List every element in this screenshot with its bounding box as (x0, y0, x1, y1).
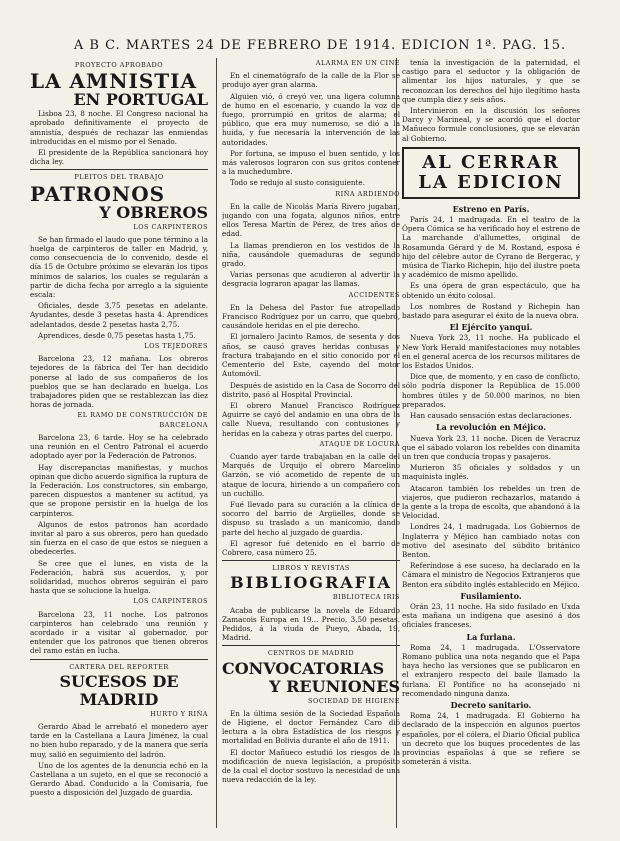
paragraph: El jornalero Jacinto Ramos, de sesenta y dos años, se causó graves heridas contusas y fractura trabajando en el sitio conocido por el Cementerio del Este, cayendo del motor Automóvil. (222, 332, 400, 379)
paragraph: Roma 24, 1 madrugada. El Gobierno ha declarado de la inspección en algunos puertos españoles, por el cólera, el Diario Oficial publica un decreto que los buques procedentes de las provincias españolas á que se refiere se someterán á visita. (402, 711, 580, 767)
kicker: LIBROS Y REVISTAS (272, 564, 350, 573)
paragraph: El agresor fué detenido en el barrio de Cobrero, casa número 25. (222, 538, 400, 557)
paragraph: Hay discrepancias manifiestas, y muchos opinan que dicho acuerdo significa la ruptura de la Federación. Los constructores, sin embargo, parecen dispuestos a mantener su actitud, ya que se propone persistir en la huelga de los carpinteros. (30, 462, 208, 518)
headline: SUCESOS DE MADRID (59, 671, 179, 709)
paragraph: Lisboa 23, 8 noche. El Congreso nacional ha aprobado definitivamente el proyecto de amnistía, después de rechazar las enmiendas introducidas en el mismo por el Senado. (30, 109, 208, 146)
paragraph: tenía la investigación de la paternidad, el castigo para el seductor y la obligación de alimentar los hijos naturales, y que se reconozcan los derechos del hijo ilegítimo hasta que cumpla diez y seis años. (402, 58, 580, 104)
headline: Y REUNIONES (269, 676, 400, 696)
paragraph: Atacaron también los rebeldes un tren de viajeros, que pudieron rechazarlos, matando á la gente a la tropa de escolta, que abandonó á la Velocidad. (402, 483, 580, 521)
kicker: CARTERA DEL REPORTER (69, 662, 169, 671)
paragraph: Todo se redujo al susto consiguiente. (230, 178, 365, 188)
paragraph: Se han firmado el laudo que pone término a la huelga de carpinteros de taller en Madrid, y, como consecuencia de lo convenido, desde el día 15 de Octubre próximo se elevarán los tipos mínimos de salarios, los cuales se regularán a partir de dicha fecha por arreglo a la siguiente escala: (30, 234, 208, 300)
headline: LA EDICION (418, 171, 564, 193)
divider (30, 659, 208, 660)
paragraph: Los nombres de Rostand y Richepin han bastado para asegurar el éxito de la nueva obra. (402, 301, 580, 321)
subhead: LOS CARPINTEROS (133, 222, 208, 231)
column-1 (30, 58, 208, 828)
paragraph: Aprendices, desde 0,75 pesetas hasta 1,75. (38, 330, 196, 340)
paragraph: Han causado sensación estas declaraciones. (410, 411, 572, 421)
subhead: ACCIDENTES (348, 290, 400, 299)
subhead: Estreno en París. (452, 203, 530, 214)
paragraph: Varias personas que acudieron al advertir la desgracia lograron apagar las llamas. (222, 270, 400, 289)
paragraph: Intervinieron en la discusión los señores Darcy y Marineal, y se acordó que el doctor Mañueco formule conclusiones, que se elevarán al Gobierno. (402, 106, 580, 143)
subhead: BIBLIOTECA IRIS (332, 593, 400, 602)
paragraph: En la última sesión de la Sociedad Española de Higiene, el doctor Fernández Caro dió lectura a la obra Estadística de los riesgos y mortalidad en Bolivia durante el año de 1911. (222, 708, 400, 746)
paragraph: Algunos de estos patronos han acordado invitar al paro a sus obreros, pero han quedado sin fuerza en el caso de que estos se nieguen a obedecerles. (30, 519, 208, 557)
paragraph: Es una ópera de gran espectáculo, que ha obtenido un éxito colosal. (402, 281, 580, 300)
paragraph: En la Dehesa del Pastor fue atropellado Francisco Rodríguez por un carro, que quebró, causándole heridas en el pie derecho. (222, 302, 400, 331)
paragraph: En la calle de Nicolás María Rivero jugaban, jugando con una fogata, algunos niños, entre ellos Teresa Martín de Pérez, de tres años de edad. (222, 201, 400, 239)
paragraph: Cuando ayer tarde trabajaban en la calle del Marqués de Urquijo el obrero Marcelino Garzón, se vió acometido de repente de un ataque de locura, hiriendo a un compañero con un cuchillo. (222, 451, 400, 498)
paragraph: Acaba de publicarse la novela de Eduardo Zamacois Europa en 19... Precio, 3,50 pesetas. Pedidos, á la viuda de Pueyo, Abada, 19, Madrid. (222, 605, 400, 643)
column-3 (402, 58, 580, 828)
headline: BIBLIOGRAFIA (230, 573, 392, 593)
subhead: La furlana. (466, 631, 516, 642)
kicker: PROYECTO APROBADO (74, 61, 164, 69)
paragraph: Gerardo Abad le arrebató el monedero ayer tarde en la Castellana a Laura Jiménez, la cual no bien hubo reparado, y de la manera que sería muy, salió en seguimiento del ladrón. (30, 721, 208, 759)
divider (30, 169, 208, 170)
paragraph: Barcelona 23, 6 tarde. Hoy se ha celebrado una reunión en el Centro Patronal el acuerdo adoptado ayer por la Federación de Patronos. (30, 432, 208, 461)
paragraph: Murieron 35 oficiales y soldados y un maquinista inglés. (402, 463, 580, 482)
paragraph: Dice que, de momento, y en caso de conflicto, sólo podría disponer la República de 15.000 hombres útiles y de 50.000 marinos, no bien preparados. (402, 372, 580, 409)
paragraph: Roma 24, 1 madrugada. L'Osservatore Romano publica una nota negando que el Papa haya hecho las versiones que se publicaron en el extranjero respecto del baile llamado la furlana. El Pontífice no ha aconsejado ni recomendado ninguna danza. (402, 642, 580, 698)
paragraph: Fué llevado para su curación a la clínica de socorro del barrio de Argüelles, donde se dispuso su traslado a un manicomio, dando parte del hecho al juzgado de guardia. (222, 499, 400, 537)
paragraph: Después de asistido en la Casa de Socorro del distrito, pasó al Hospital Provincial. (222, 380, 400, 399)
headline: Y OBREROS (99, 202, 208, 222)
subhead: Fusilamiento. (460, 590, 522, 601)
subhead: LOS TEJEDORES (144, 342, 208, 351)
paragraph: Referíndose á ese suceso, ha declarado en la Cámara el ministro de Negocios Extranjeros que Benton era súbdito inglés establecido en Méjico. (402, 561, 580, 589)
kicker: CENTROS DE MADRID (267, 649, 355, 658)
subhead: ALARMA EN UN CINE (315, 59, 400, 67)
paragraph: Por fortuna, se impuso el buen sentido, y los más valerosos lograron con sus gritos contener a la muchedumbre. (222, 148, 400, 177)
paragraph: Barcelona 23, 12 mañana. Los obreros tejedores de la fábrica del Ter han decidido ponerse al lado de sus compañeros de los pueblos que se han declarado en huelga. Los trabajadores piden que se restablezcan las diez horas de jornada. (30, 354, 208, 410)
headline: CONVOCATORIAS (222, 658, 385, 678)
headline: PATRONOS (30, 181, 166, 206)
column-2 (222, 58, 400, 828)
subhead: La revolución en Méjico. (435, 422, 546, 433)
subhead: SOCIEDAD DE HIGIENE (308, 696, 400, 705)
paragraph: Londres 24, 1 madrugada. Los Gobiernos de Inglaterra y Méjico han cambiado notas con motivo del asesinato del súbdito británico Benton. (402, 522, 580, 559)
paragraph: Uno de los agentes de la denuncia echó en la Castellana a un sujeto, en el que se reconoció a Gerardo Abad. Conducido a la Comisaría, fue puesto a disposición del Juzgado de guardia. (30, 760, 208, 798)
paragraph: París 24, 1 madrugada. En el teatro de la Ópera Cómica se ha verificado hoy el estreno de La marchande d'allumettes, original de Rosamunda Gérard y de M. Rostand, esposa é hijo del célebre autor de Cyrano de Bergerac, y música de Tiarko Richepin, hijo del ilustre poeta y académico de mismo apellido. (402, 215, 580, 280)
headline: EN PORTUGAL (73, 90, 208, 110)
page-header: A B C. MARTES 24 DE FEBRERO DE 1914. EDICION 1ª. PAG. 15. (73, 38, 567, 53)
subhead: EL RAMO DE CONSTRUCCIÓN DE BARCELONA (77, 411, 208, 429)
paragraph: En el cinematógrafo de la calle de la Flor se produjo ayer gran alarma. (222, 71, 400, 90)
subhead: Decreto sanitario. (450, 699, 532, 710)
column-rule (216, 58, 217, 828)
paragraph: Oficiales, desde 3,75 pesetas en adelante. Ayudantes, desde 3 pesetas hasta 4. Aprendices adelantados, desde 2 pesetas hasta 2,75. (30, 301, 208, 329)
subhead: LOS CARPINTEROS (133, 597, 208, 606)
headline: AL CERRAR (422, 151, 560, 173)
paragraph: Alguien vió, ó creyó ver, una ligera columna de humo en el escenario, y cuando la voz de fuego, prorrumpió en gritos de alarma; el público, que era muy numeroso, se dió a la huida, y fue necesaria la intervención de las autoridades. (222, 91, 400, 147)
headline: LA AMNISTIA (30, 69, 198, 94)
subhead: HURTO Y RIÑA (150, 709, 208, 718)
subhead: RIÑA ARDIENDO (335, 189, 400, 198)
subhead: ATAQUE DE LOCURA (319, 439, 400, 448)
paragraph: Nueva York 23, 11 noche. Dicen de Veracruz que el sábado volaron los rebeldes con dinamita un tren que conducía tropas y pasajeros. (402, 433, 580, 461)
paragraph: Nueva York 23, 11 noche. Ha publicado el New York Herald manifestaciones muy notables en el general acerca de los recursos militares de los Estados Unidos. (402, 333, 580, 371)
kicker: PLEITOS DEL TRABAJO (74, 173, 164, 182)
paragraph: La llamas prendieron en los vestidos de la niña, causándole quemaduras de segundo grado. (222, 240, 400, 269)
paragraph: Se cree que el lunes, en vista de la Federación, habrá sus acuerdos, y, por solidaridad, muchos obreros seguirán el paro hasta que se solucione la huelga. (30, 558, 208, 596)
divider (222, 645, 400, 646)
paragraph: El presidente de la República sancionará hoy dicha ley. (30, 148, 208, 167)
paragraph: Orán 23, 11 noche. Ha sido fusilado en Uxda esta mañana un indígena que asesinó á dos oficiales franceses. (402, 601, 580, 630)
paragraph: El obrero Manuel Francisco Rodríguez Aguirre se cayó del andamio en una obra de la calle Nueva, resultando con contusiones y heridas en la cabeza y otras partes del cuerpo. (222, 400, 400, 438)
paragraph: El doctor Mañueco estudió los riesgos de la modificación de nueva legislación, a propósito de la cual el doctor sostuvo la necesidad de una nueva redacción de la ley. (222, 747, 400, 785)
subhead: El Ejército yanqui. (449, 322, 533, 333)
divider (222, 560, 400, 561)
paragraph: Barcelona 23, 11 noche. Los patronos carpinteros han celebrado una reunión y acordado ir a visitar al gobernador, por entender que los patronos que tienen obreros del ramo están en lucha. (30, 609, 208, 656)
headline-box (402, 147, 580, 199)
